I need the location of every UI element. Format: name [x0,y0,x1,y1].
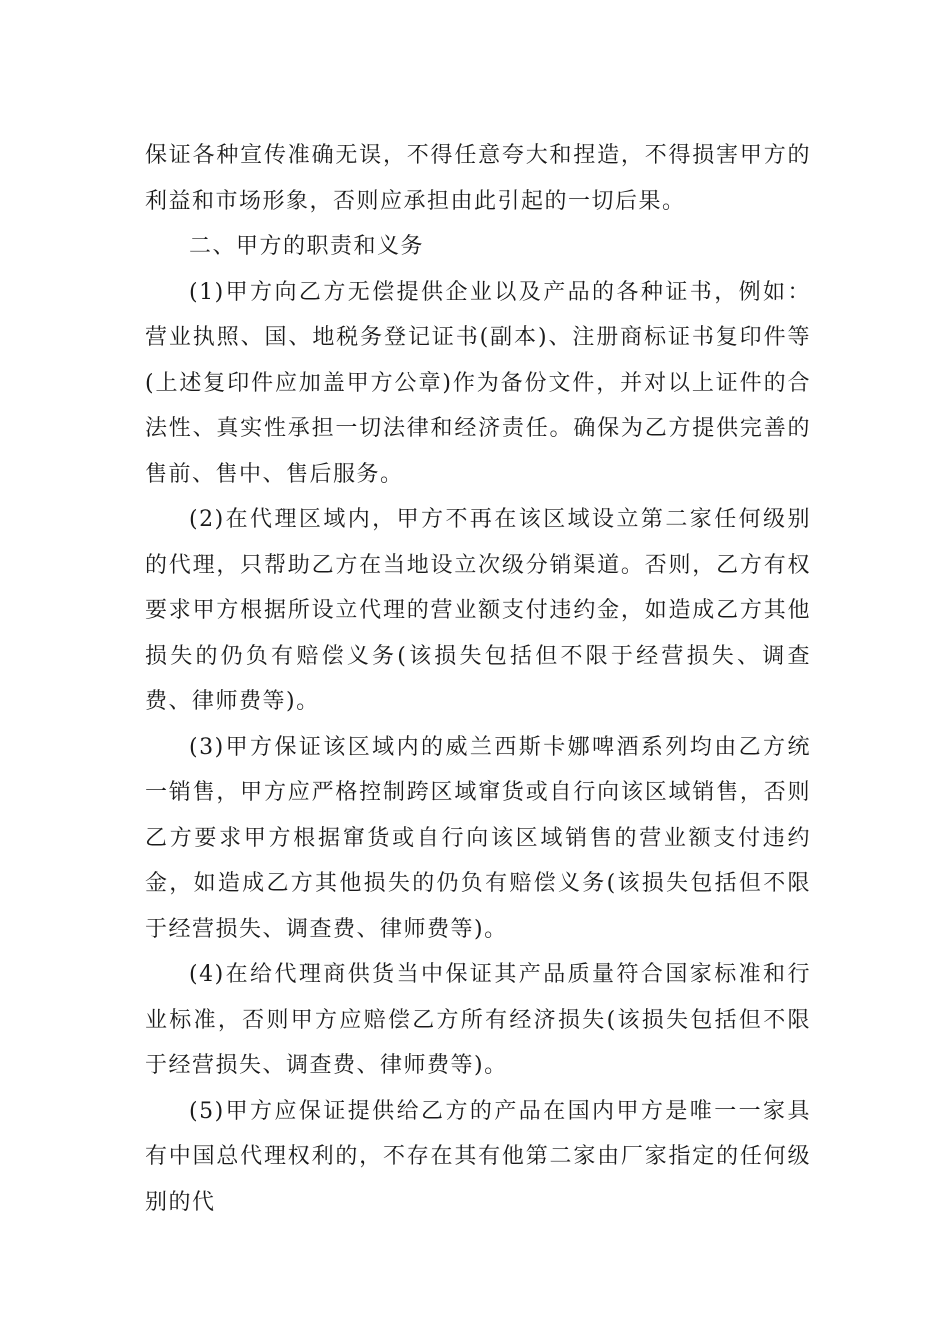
clause-1: (1)甲方向乙方无偿提供企业以及产品的各种证书，例如：营业执照、国、地税务登记证书(副本)、注册商标证书复印件等(上述复印件应加盖甲方公章)作为备份文件，并对以上证件的合法性、真实性承担一切法律和经济责任。确保为乙方提供完善的售前、售中、售后服务。 [145,279,811,487]
clause-4: (4)在给代理商供货当中保证其产品质量符合国家标准和行业标准，否则甲方应赔偿乙方所有经济损失(该损失包括但不限于经营损失、调查费、律师费等)。 [145,962,811,1078]
paragraph-continuation: 保证各种宣传准确无误，不得任意夸大和捏造，不得损害甲方的利益和市场形象，否则应承担由此引起的一切后果。 [145,143,811,214]
clause-2: (2)在代理区域内，甲方不再在该区域设立第二家任何级别的代理，只帮助乙方在当地设立次级分销渠道。否则，乙方有权要求甲方根据所设立代理的营业额支付违约金，如造成乙方其他损失的仍负有赔偿义务(该损失包括但不限于经营损失、调查费、律师费等)。 [145,507,811,714]
clause-5: (5)甲方应保证提供给乙方的产品在国内甲方是唯一一家具有中国总代理权利的，不存在其有他第二家由厂家指定的任何级别的代 [145,1098,811,1215]
section-heading: 二、甲方的职责和义务 [189,234,425,259]
document-body [145,133,811,1225]
clause-3: (3)甲方保证该区域内的威兰西斯卡娜啤酒系列均由乙方统一销售，甲方应严格控制跨区域窜货或自行向该区域销售，否则乙方要求甲方根据窜货或自行向该区域销售的营业额支付违约金，如造成乙方其他损失的仍负有赔偿义务(该损失包括但不限于经营损失、调查费、律师费等)。 [145,734,811,942]
